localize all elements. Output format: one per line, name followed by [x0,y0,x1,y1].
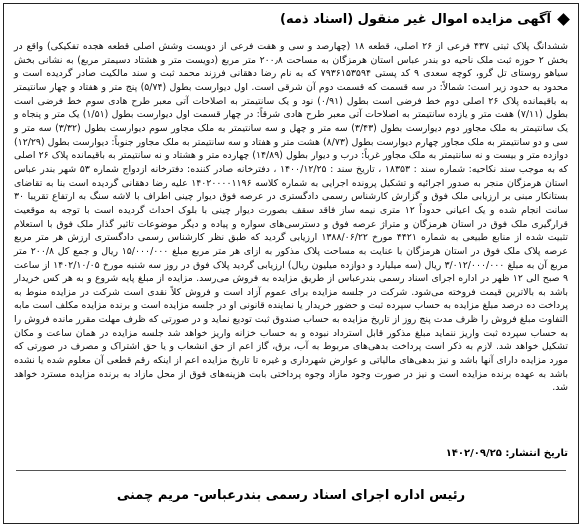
publication-date: تاریخ انتشار: ۱۴۰۲/۰۹/۲۵ [445,448,568,459]
signature-line: رئیس اداره اجرای اسناد رسمی بندرعباس- مریم چمنی [116,488,466,503]
notice-header [280,12,568,27]
diamond-bullet-icon [557,13,570,26]
divider [16,470,566,471]
notice-frame [3,3,579,524]
notice-title: آگهی مزایده اموال غیر منقول (اسناد ذمه) [280,12,551,27]
notice-body: ششدانگ پلاک ثبتی ۴۳۷ فرعی از ۲۶ اصلی، قطعه ۱۸ (چهارصد و سی و هفت فرعی از دویست وشش اصلی قطعه هجده تفکیکی) واقع در بخش ۲ حوزه ثبت ملک ناحیه دو بندر عباس استان هرمزگان به مساحت ۲۰۰٫۸ متر مربع (دویست متر و هشتاد دسیمتر مربع) به نشانی بخش سیاهو روستای تل گرو، کوچه سعدی ۹ کد پستی ۷۹۳۶۱۵۳۵۹۴ که به نام رضا دهقانی فرزند محمد ثبت و سند مالکیت صادر گردیده است و محدود به حدود زیر است: شمالاً: در سه قسمت که قسمت دوم آن شرقی است. اول دیوارست بطول (۵/۷۴) پنج متر و هفتاد و چهار سانتیمتر به باقیمانده پلاک ۲۶ اصلی دوم خط فرضی است بطول (۰/۹۱) نود و یک سانتیمتر به اصلاحات آتی معبر طرح هادی سوم خط فرضی است بطول (۷/۱۱) هفت متر و یازده سانتیمتر به اصلاحات آتی معبر طرح هادی شرقاً: در چهار قسمت اول دیوارست بطول (۱/۵۱) یک متر و پنجاه و یک سانتیمتر به ملک مجاور دوم دیوارست بطول (۳/۴۳) سه متر و چهل و سه سانتیمتر به ملک مجاور سوم دیوارست بطول (۳/۳۲) سه متر و سی و دو سانتیمتر به ملک مجاور چهارم دیوارست بطول (۸/۷۳) هشت متر و هفتاد و سه سانتیمتر به ملک مجاور جنوباً: دیوارست بطول (۱۲/۲۹) دوازده متر و بیست و نه سانتیمتر به ملک مجاور غرباً: درب و دیوار بطول (۱۴/۸۹) چهارده متر و هشتاد و نه سانتیمتر به باقیمانده پلاک ۲۶ اصلی که به موجب سند نکاحیه: شماره سند : ۱۸۳۵۳ ، تاریخ سند : ۱۴۰۰/۱۲/۲۵ ، دفترخانه صادر کننده: دفترخانه ازدواج شماره ۵۳ شهر بندر عباس استان هرمزگان منجر به صدور اجرائیه و تشکیل پرونده اجرایی به شماره کلاسه ۱۴۰۲۰۰۰۰۱۱۹۶ علیه رضا دهقانی گردیده است بنا به تقاضای بستانکار مبنی بر ارزیابی ملک فوق و گزارش کارشناس رسمی دادگستری در عرصه فوق دیوار چینی اطراف با لاشه سنگ به ارتفاع تقریبا ۳۰ سانت انجام شده و یک اعیانی حدوداً ۱۲ متری نیمه ساز فاقد سقف بصورت دیوار چینی با بلوک احداث گردیده است با توجه به موقعیت قرارگیری ملک فوق در استان هرمزگان و متراژ عرصه فوق و دسترسی‌های سواره و پیاده و دیگر موضوعات تاثیر گذار ملک فوق با استعلام تثبیت شده از منابع طبیعی به شماره ۴۴۲۱ مورخ ۱۳۸۸/۰۶/۲۲ ارزیابی گردید که طبق نظر کارشناس رسمی دادگستری ارزش هر متر مربع عرصه پلاک ملک فوق در استان هرمزگان با عنایت به مساحت پلاک مذکور به ازای هر متر مربع مبلغ ۱۵/۰۰۰/۰۰۰ ریال و جمع کل ۲۰۰/۸ متر مربع آن به مبلغ ۳/۰۱۲/۰۰۰/۰۰۰ ریال (سه میلیارد و دوازده میلیون ریال) ارزیابی گردید پلاک فوق در روز سه شنبه مورخ ۱۴۰۲/۱۰/۰۵ از ساعت ۹ صبح الی ۱۲ ظهر در اداره اجرای اسناد رسمی بندرعباس از طریق مزایده به فروش می‌رسد. مزایده از مبلغ پایه شروع و به هر کس خریدار باشد به بالاترین قیمت فروخته می‌شود. شرکت در جلسه مزایده برای عموم آزاد است و فروش کلاً نقدی است شرکت در مزایده منوط به پرداخت ده درصد مبلغ مزایده به حساب سپرده ثبت و حضور خریدار یا نماینده قانونی او در جلسه مزایده است و برنده مزایده مکلف است مابه التفاوت مبلغ فروش را ظرف مدت پنج روز از تاریخ مزایده به حساب صندوق ثبت تودیع نماید و در صورتی که ظرف مهلت مقرر مانده فروش را به حساب سپرده ثبت واریز ننماید مبلغ مذکور قابل استرداد نبوده و به حساب خزانه واریز خواهد شد جلسه مزایده در همان ساعت و مکان تشکیل خواهد شد. لازم به ذکر است پرداخت بدهی‌های مربوط به آب، برق، گاز اعم از حق انشعاب و یا حق اشتراک و مصرف در صورتی که مورد مزایده دارای آنها باشد و نیز بدهی‌های مالیاتی و عوارض شهرداری و غیره تا تاریخ مزایده اعم از اینکه رقم قطعی آن معلوم شده یا نشده باشد به عهده برنده مزایده است و نیز در صورت وجود مازاد وجوه پرداختی بابت هزینه‌های فوق از محل مازاد به برنده مزایده مسترد خواهد شد. [14,41,569,394]
